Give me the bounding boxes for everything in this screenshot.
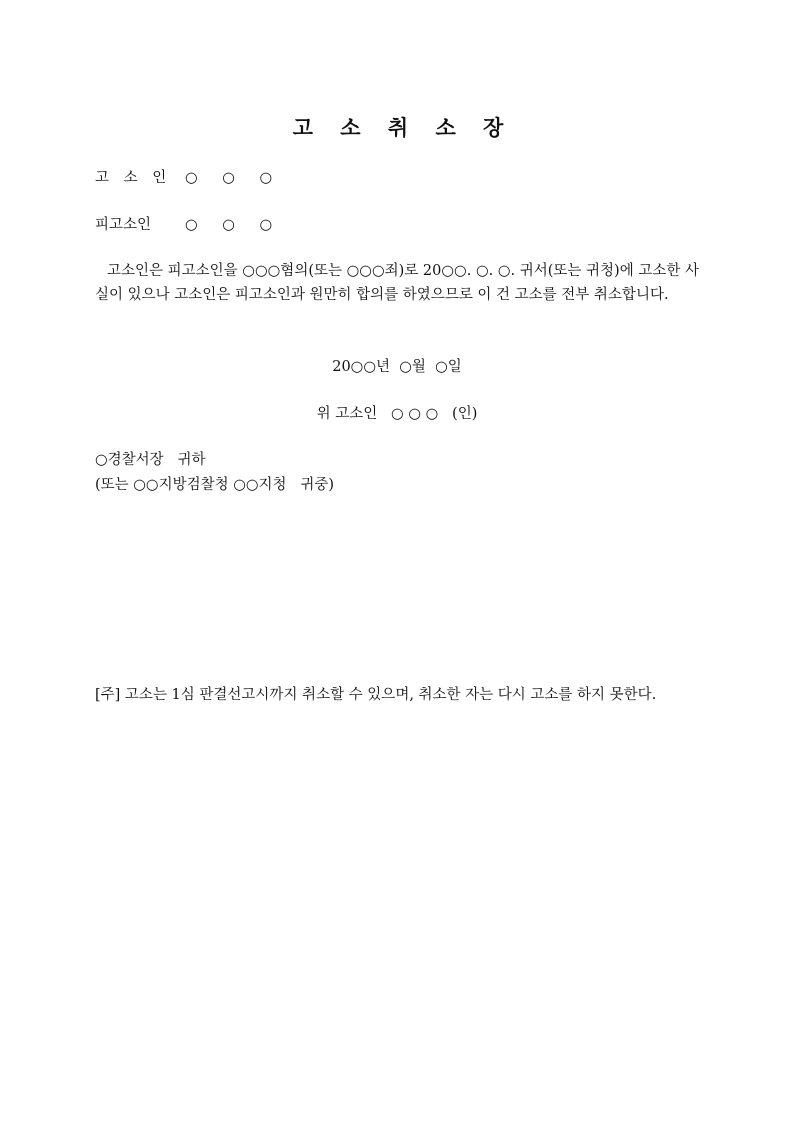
document-date: 20○○년 ○월 ○일 [332, 359, 462, 375]
document-title: 고 소 취 소 장 [292, 116, 514, 140]
accused-name: ○ ○ ○ [185, 217, 283, 233]
footnote: [주] 고소는 1심 판결선고시까지 취소할 수 있으며, 취소한 자는 다시 고소를 하지 못한다. [95, 687, 657, 703]
recipient-police: ○경찰서장 귀하 [95, 452, 206, 468]
accused-label: 피고소인 [95, 217, 152, 233]
complainant-label: 고 소 인 [95, 170, 172, 186]
complainant-row [95, 166, 282, 187]
complainant-name: ○ ○ ○ [185, 170, 283, 186]
accused-row [95, 213, 282, 234]
withdrawal-statement: 고소인은 피고소인을 ○○○혐의(또는 ○○○죄)로 20○○. ○. ○. 귀서(또는 귀청)에 고소한 사실이 있으나 고소인은 피고소인과 원만히 합의를 하였으므로 이 건 고소를 전부 취소합니다. [95, 263, 699, 303]
recipient-prosecutor: (또는 ○○지방검찰청 ○○지청 귀중) [95, 477, 335, 493]
signature-line: 위 고소인 ○ ○ ○ (인) [316, 406, 478, 422]
